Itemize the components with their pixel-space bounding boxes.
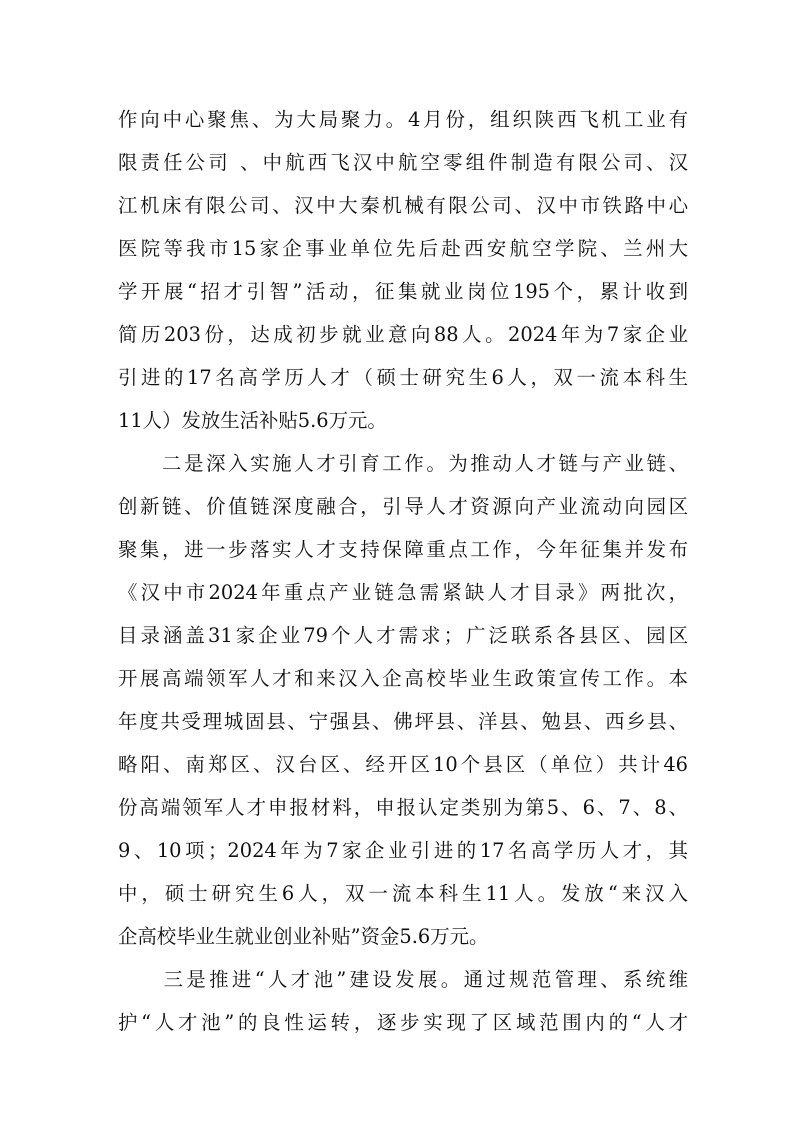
text-line: 作向中心聚焦、为大局聚力。4月份，组织陕西飞机工业有: [118, 108, 688, 131]
text-line: 开展高端领军人才和来汉入企高校毕业生政策宣传工作。本: [118, 667, 688, 690]
text-line: 引进的17名高学历人才（硕士研究生6人，双一流本科生: [118, 366, 688, 389]
text-line: 份高端领军人才申报材料，申报认定类别为第5、6、7、8、: [118, 796, 688, 819]
text-line: 创新链、价值链深度融合，引导人才资源向产业流动向园区: [118, 495, 688, 518]
text-line: 三是推进“人才池”建设发展。通过规范管理、系统维: [118, 968, 688, 991]
text-line: 医院等我市15家企事业单位先后赴西安航空学院、兰州大: [118, 237, 688, 260]
text-line: 《汉中市2024年重点产业链急需紧缺人才目录》两批次，: [118, 581, 688, 604]
text-line: 中，硕士研究生6人，双一流本科生11人。发放“来汉入: [118, 882, 688, 905]
text-line: 企高校毕业生就业创业补贴”资金5.6万元。: [118, 925, 489, 948]
text-line: 简历203份，达成初步就业意向88人。2024年为7家企业: [118, 323, 688, 346]
text-line: 限责任公司 、中航西飞汉中航空零组件制造有限公司、汉: [118, 151, 688, 174]
text-line: 江机床有限公司、汉中大秦机械有限公司、汉中市铁路中心: [118, 194, 688, 217]
text-line: 护“人才池”的良性运转，逐步实现了区域范围内的“人才: [118, 1011, 688, 1034]
text-line: 学开展“招才引智”活动，征集就业岗位195个，累计收到: [118, 280, 688, 303]
text-line: 9、10项；2024年为7家企业引进的17名高学历人才，其: [118, 839, 688, 862]
text-line: 略阳、南郑区、汉台区、经开区10个县区（单位）共计46: [118, 753, 688, 776]
text-line: 年度共受理城固县、宁强县、佛坪县、洋县、勉县、西乡县、: [118, 710, 688, 733]
text-line: 11人）发放生活补贴5.6万元。: [118, 409, 387, 432]
text-line: 聚集，进一步落实人才支持保障重点工作，今年征集并发布: [118, 538, 688, 561]
text-line: 目录涵盖31家企业79个人才需求；广泛联系各县区、园区: [118, 624, 688, 647]
text-line: 二是深入实施人才引育工作。为推动人才链与产业链、: [118, 452, 688, 475]
